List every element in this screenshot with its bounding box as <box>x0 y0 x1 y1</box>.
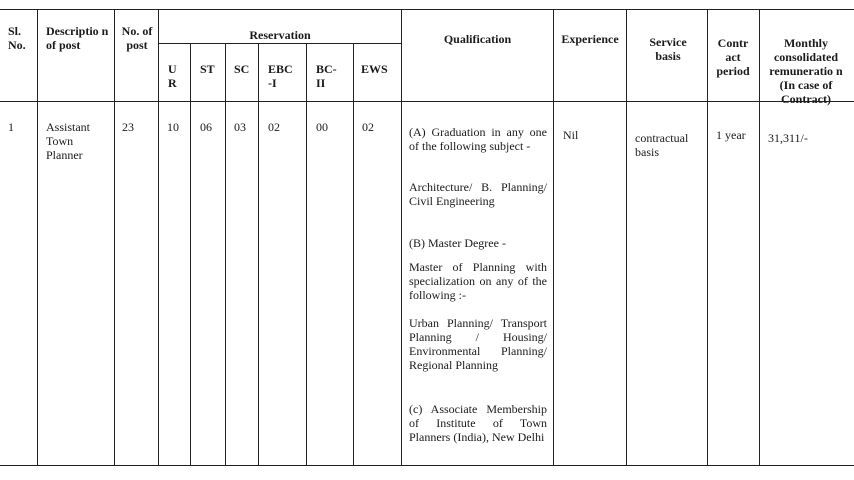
cell-sl-no: 1 <box>8 120 14 134</box>
qualification-graduation: (A) Graduation in any one of the following subject - <box>409 125 547 153</box>
cell-st: 06 <box>200 120 212 134</box>
cell-sc: 03 <box>234 120 246 134</box>
qualification-associate-membership: (c) Associate Membership of Institute of Town Planners (India), New Delhi <box>409 402 547 444</box>
header-ebc1: EBC -I <box>268 62 293 90</box>
cell-ur: 10 <box>167 120 179 134</box>
cell-experience: Nil <box>563 128 579 142</box>
qualification-graduation-subjects: Architecture/ B. Planning/ Civil Engineering <box>409 180 547 208</box>
qualification-master-degree: (B) Master Degree - <box>409 236 506 250</box>
table-top-border <box>0 9 854 10</box>
header-contract-period: Contr act period <box>716 36 750 78</box>
column-divider <box>190 43 191 466</box>
cell-description: Assistant Town Planner <box>46 120 91 162</box>
header-reservation: Reservation <box>249 28 311 42</box>
cell-bc2: 00 <box>316 120 328 134</box>
header-sc: SC <box>234 62 250 76</box>
column-divider <box>353 43 354 466</box>
column-divider <box>158 9 159 466</box>
header-sl-no: Sl. No. <box>8 24 26 52</box>
header-bottom-border <box>0 101 854 102</box>
header-ur: U R <box>168 62 177 90</box>
cell-ebc1: 02 <box>268 120 280 134</box>
header-qualification: Qualification <box>443 32 512 46</box>
column-divider <box>707 9 708 466</box>
header-ews: EWS <box>361 62 388 76</box>
table-bottom-border <box>0 465 854 466</box>
column-divider <box>759 9 760 466</box>
column-divider <box>37 9 38 466</box>
column-divider <box>553 9 554 466</box>
header-no-of-post: No. of post <box>121 24 153 52</box>
header-experience: Experience <box>561 32 619 46</box>
column-divider <box>306 43 307 466</box>
header-description: Descriptio n of post <box>46 24 109 52</box>
reservation-divider <box>159 43 402 44</box>
column-divider <box>626 9 627 466</box>
cell-ews: 02 <box>362 120 374 134</box>
column-divider <box>401 9 402 466</box>
column-divider <box>114 9 115 466</box>
header-service-basis: Service basis <box>649 35 687 63</box>
qualification-specializations: Urban Planning/ Transport Planning / Housing/ Environmental Planning/ Regional Planning <box>409 316 547 372</box>
header-remuneration: Monthly consolidated remuneratio n (In case of Contract) <box>769 36 843 106</box>
cell-remuneration: 31,311/- <box>768 131 808 145</box>
cell-service-basis: contractual basis <box>635 131 689 159</box>
header-bc2: BC- II <box>316 62 337 90</box>
column-divider <box>258 43 259 466</box>
header-st: ST <box>200 62 215 76</box>
cell-contract-period: 1 year <box>716 128 746 142</box>
qualification-master-detail: Master of Planning with specialization on any of the following :- <box>409 260 547 302</box>
column-divider <box>225 43 226 466</box>
cell-no-of-post: 23 <box>122 120 134 134</box>
